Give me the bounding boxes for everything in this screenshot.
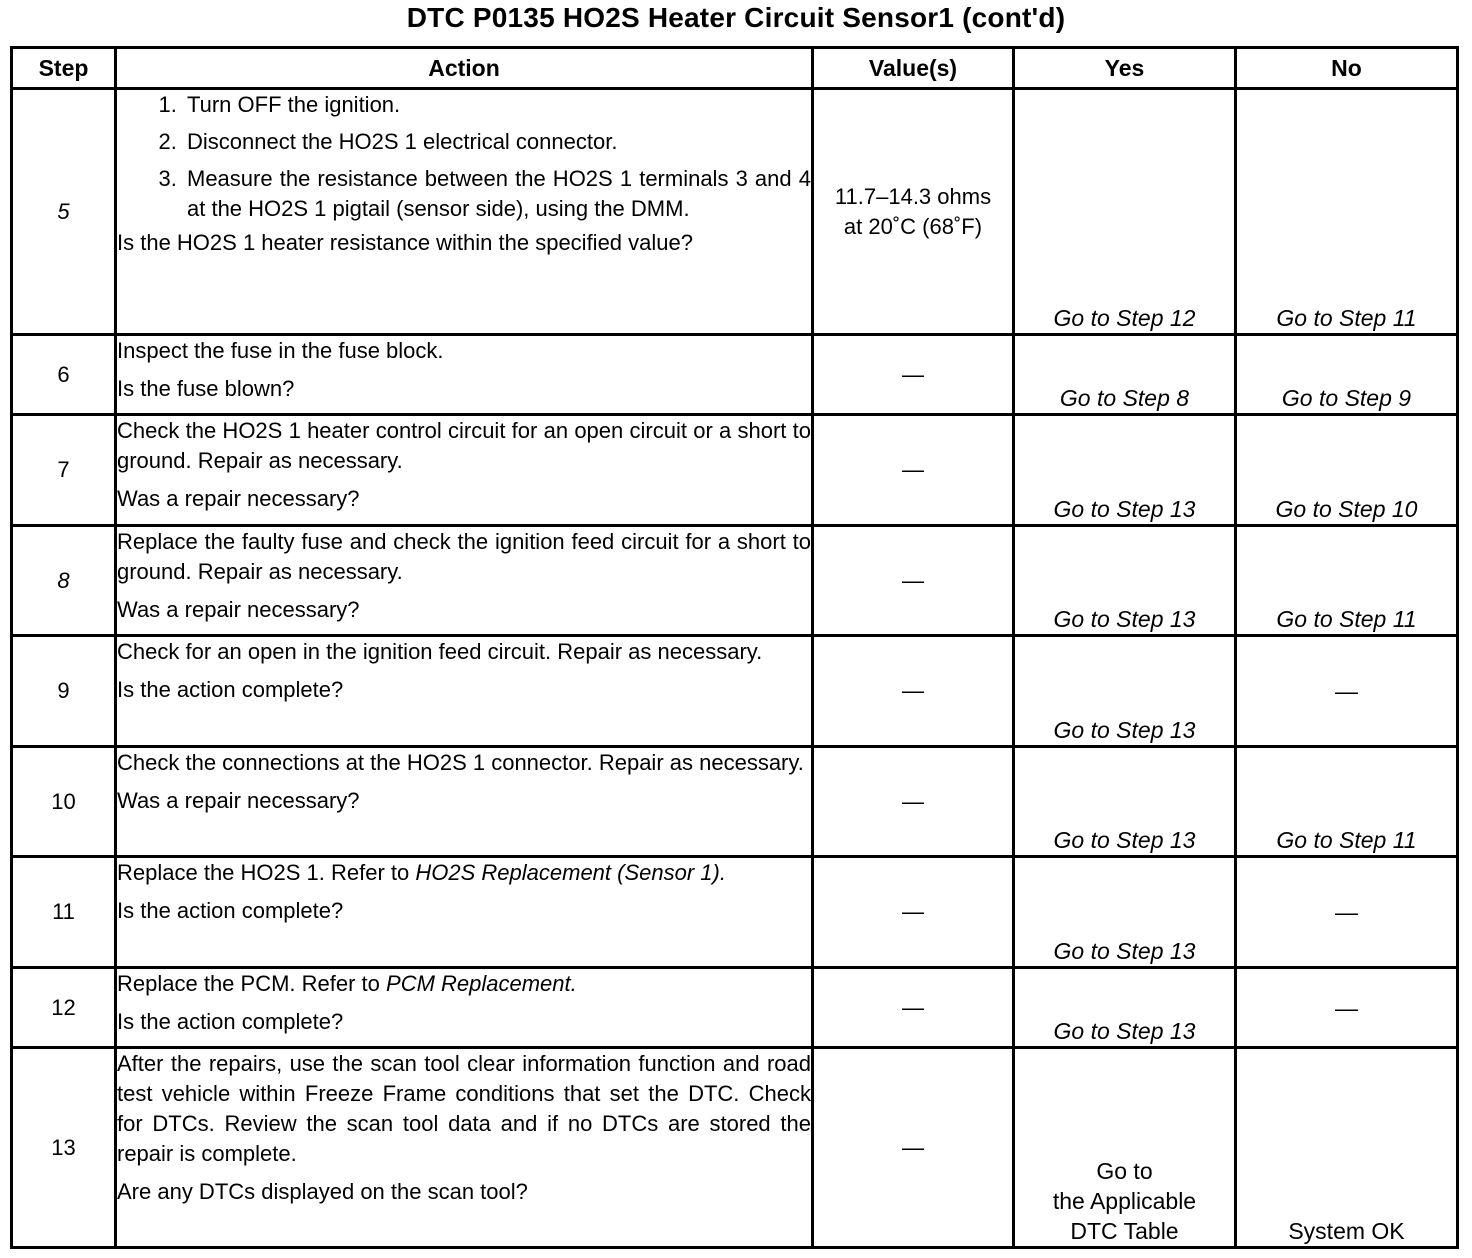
action-text: Check the HO2S 1 heater control circuit for an open circuit or a short to ground. Repair as necessary. [117,418,811,473]
yes-cell: Go to Step 13 [1014,968,1236,1048]
value-cell [813,89,1014,335]
no-cell: Go to Step 11 [1236,89,1458,335]
step-number: 6 [12,335,116,415]
yes-cell: Go to Step 12 [1014,89,1236,335]
action-question: Was a repair necessary? [117,486,360,511]
action-cell [116,968,813,1048]
action-cell [116,415,813,526]
step-number: 8 [12,526,116,636]
table-row [12,526,1458,636]
action-cell [116,89,813,335]
action-text [117,858,811,888]
yes-text: DTC Table [1070,1218,1179,1244]
step-number: 10 [12,747,116,857]
action-cell [116,1048,813,1248]
header-no: No [1236,48,1458,89]
table-row [12,857,1458,968]
action-text: After the repairs, use the scan tool clear information function and road test vehicle within Freeze Frame conditions that set the DTC. Check for DTCs. Review the scan tool data and if no DTCs are stored the repair is complete. [117,1051,811,1166]
step-number: 11 [12,857,116,968]
value-cell: — [813,857,1014,968]
action-question: Was a repair necessary? [117,788,360,813]
table-row [12,968,1458,1048]
header-yes: Yes [1014,48,1236,89]
action-cell [116,335,813,415]
yes-cell: Go to Step 8 [1014,335,1236,415]
step-number: 5 [12,89,116,335]
step-number: 7 [12,415,116,526]
action-question: Are any DTCs displayed on the scan tool? [117,1179,528,1204]
step-number: 13 [12,1048,116,1248]
list-item: 2. Disconnect the HO2S 1 electrical connector. [183,127,811,157]
action-text: Check the connections at the HO2S 1 connector. Repair as necessary. [117,750,804,775]
value-cell: — [813,526,1014,636]
table-row [12,89,1458,335]
action-question: Is the action complete? [117,898,344,923]
table-row [12,747,1458,857]
action-cell [116,747,813,857]
no-cell: — [1236,857,1458,968]
table-row [12,636,1458,747]
action-text-plain: Replace the HO2S 1. Refer to [117,860,416,885]
yes-cell: Go to Step 13 [1014,747,1236,857]
page-title: DTC P0135 HO2S Heater Circuit Sensor1 (cont'd) [406,2,1066,33]
list-item: 3. Measure the resistance between the HO2S 1 terminals 3 and 4 at the HO2S 1 pigtail (sensor side), using the DMM. [183,164,811,224]
value-cell: — [813,636,1014,747]
reference-link[interactable]: PCM Replacement. [386,971,577,996]
yes-text: Go to [1096,1158,1153,1184]
no-cell: — [1236,968,1458,1048]
yes-cell: Go to Step 13 [1014,636,1236,747]
action-cell [116,636,813,747]
action-text: Inspect the fuse in the fuse block. [117,338,444,363]
header-step: Step [12,48,116,89]
table-row [12,335,1458,415]
step-number: 9 [12,636,116,747]
action-cell [116,857,813,968]
step-number: 12 [12,968,116,1048]
yes-cell [1014,1048,1236,1248]
action-text [117,969,811,999]
no-cell: System OK [1236,1048,1458,1248]
no-cell: Go to Step 10 [1236,415,1458,526]
no-cell: Go to Step 11 [1236,747,1458,857]
action-step-list [117,90,811,224]
value-text: 11.7–14.3 ohms [834,183,992,209]
value-cell: — [813,335,1014,415]
action-question: Is the fuse blown? [117,376,295,401]
action-cell [116,526,813,636]
action-question: Is the action complete? [117,1009,344,1034]
header-action: Action [116,48,813,89]
table-row [12,415,1458,526]
action-text: Replace the faulty fuse and check the ignition feed circuit for a short to ground. Repair as necessary. [117,529,811,584]
yes-cell: Go to Step 13 [1014,526,1236,636]
header-row [12,48,1458,89]
diagnostic-table [10,46,1459,1249]
value-cell: — [813,968,1014,1048]
value-cell: — [813,415,1014,526]
yes-cell: Go to Step 13 [1014,415,1236,526]
list-item: 1. Turn OFF the ignition. [183,90,811,120]
value-cell: — [813,1048,1014,1248]
no-cell: Go to Step 11 [1236,526,1458,636]
value-cell: — [813,747,1014,857]
table-row [12,1048,1458,1248]
action-text: Check for an open in the ignition feed circuit. Repair as necessary. [117,639,763,664]
header-values: Value(s) [813,48,1014,89]
no-cell: — [1236,636,1458,747]
action-text-plain: Replace the PCM. Refer to [117,971,387,996]
action-question: Was a repair necessary? [117,597,360,622]
yes-text: the Applicable [1052,1188,1197,1214]
action-question: Is the HO2S 1 heater resistance within the specified value? [117,230,693,255]
no-cell: Go to Step 9 [1236,335,1458,415]
yes-cell: Go to Step 13 [1014,857,1236,968]
reference-link[interactable]: HO2S Replacement (Sensor 1). [415,860,726,885]
action-question: Is the action complete? [117,677,344,702]
value-text: at 20˚C (68˚F) [843,213,983,239]
